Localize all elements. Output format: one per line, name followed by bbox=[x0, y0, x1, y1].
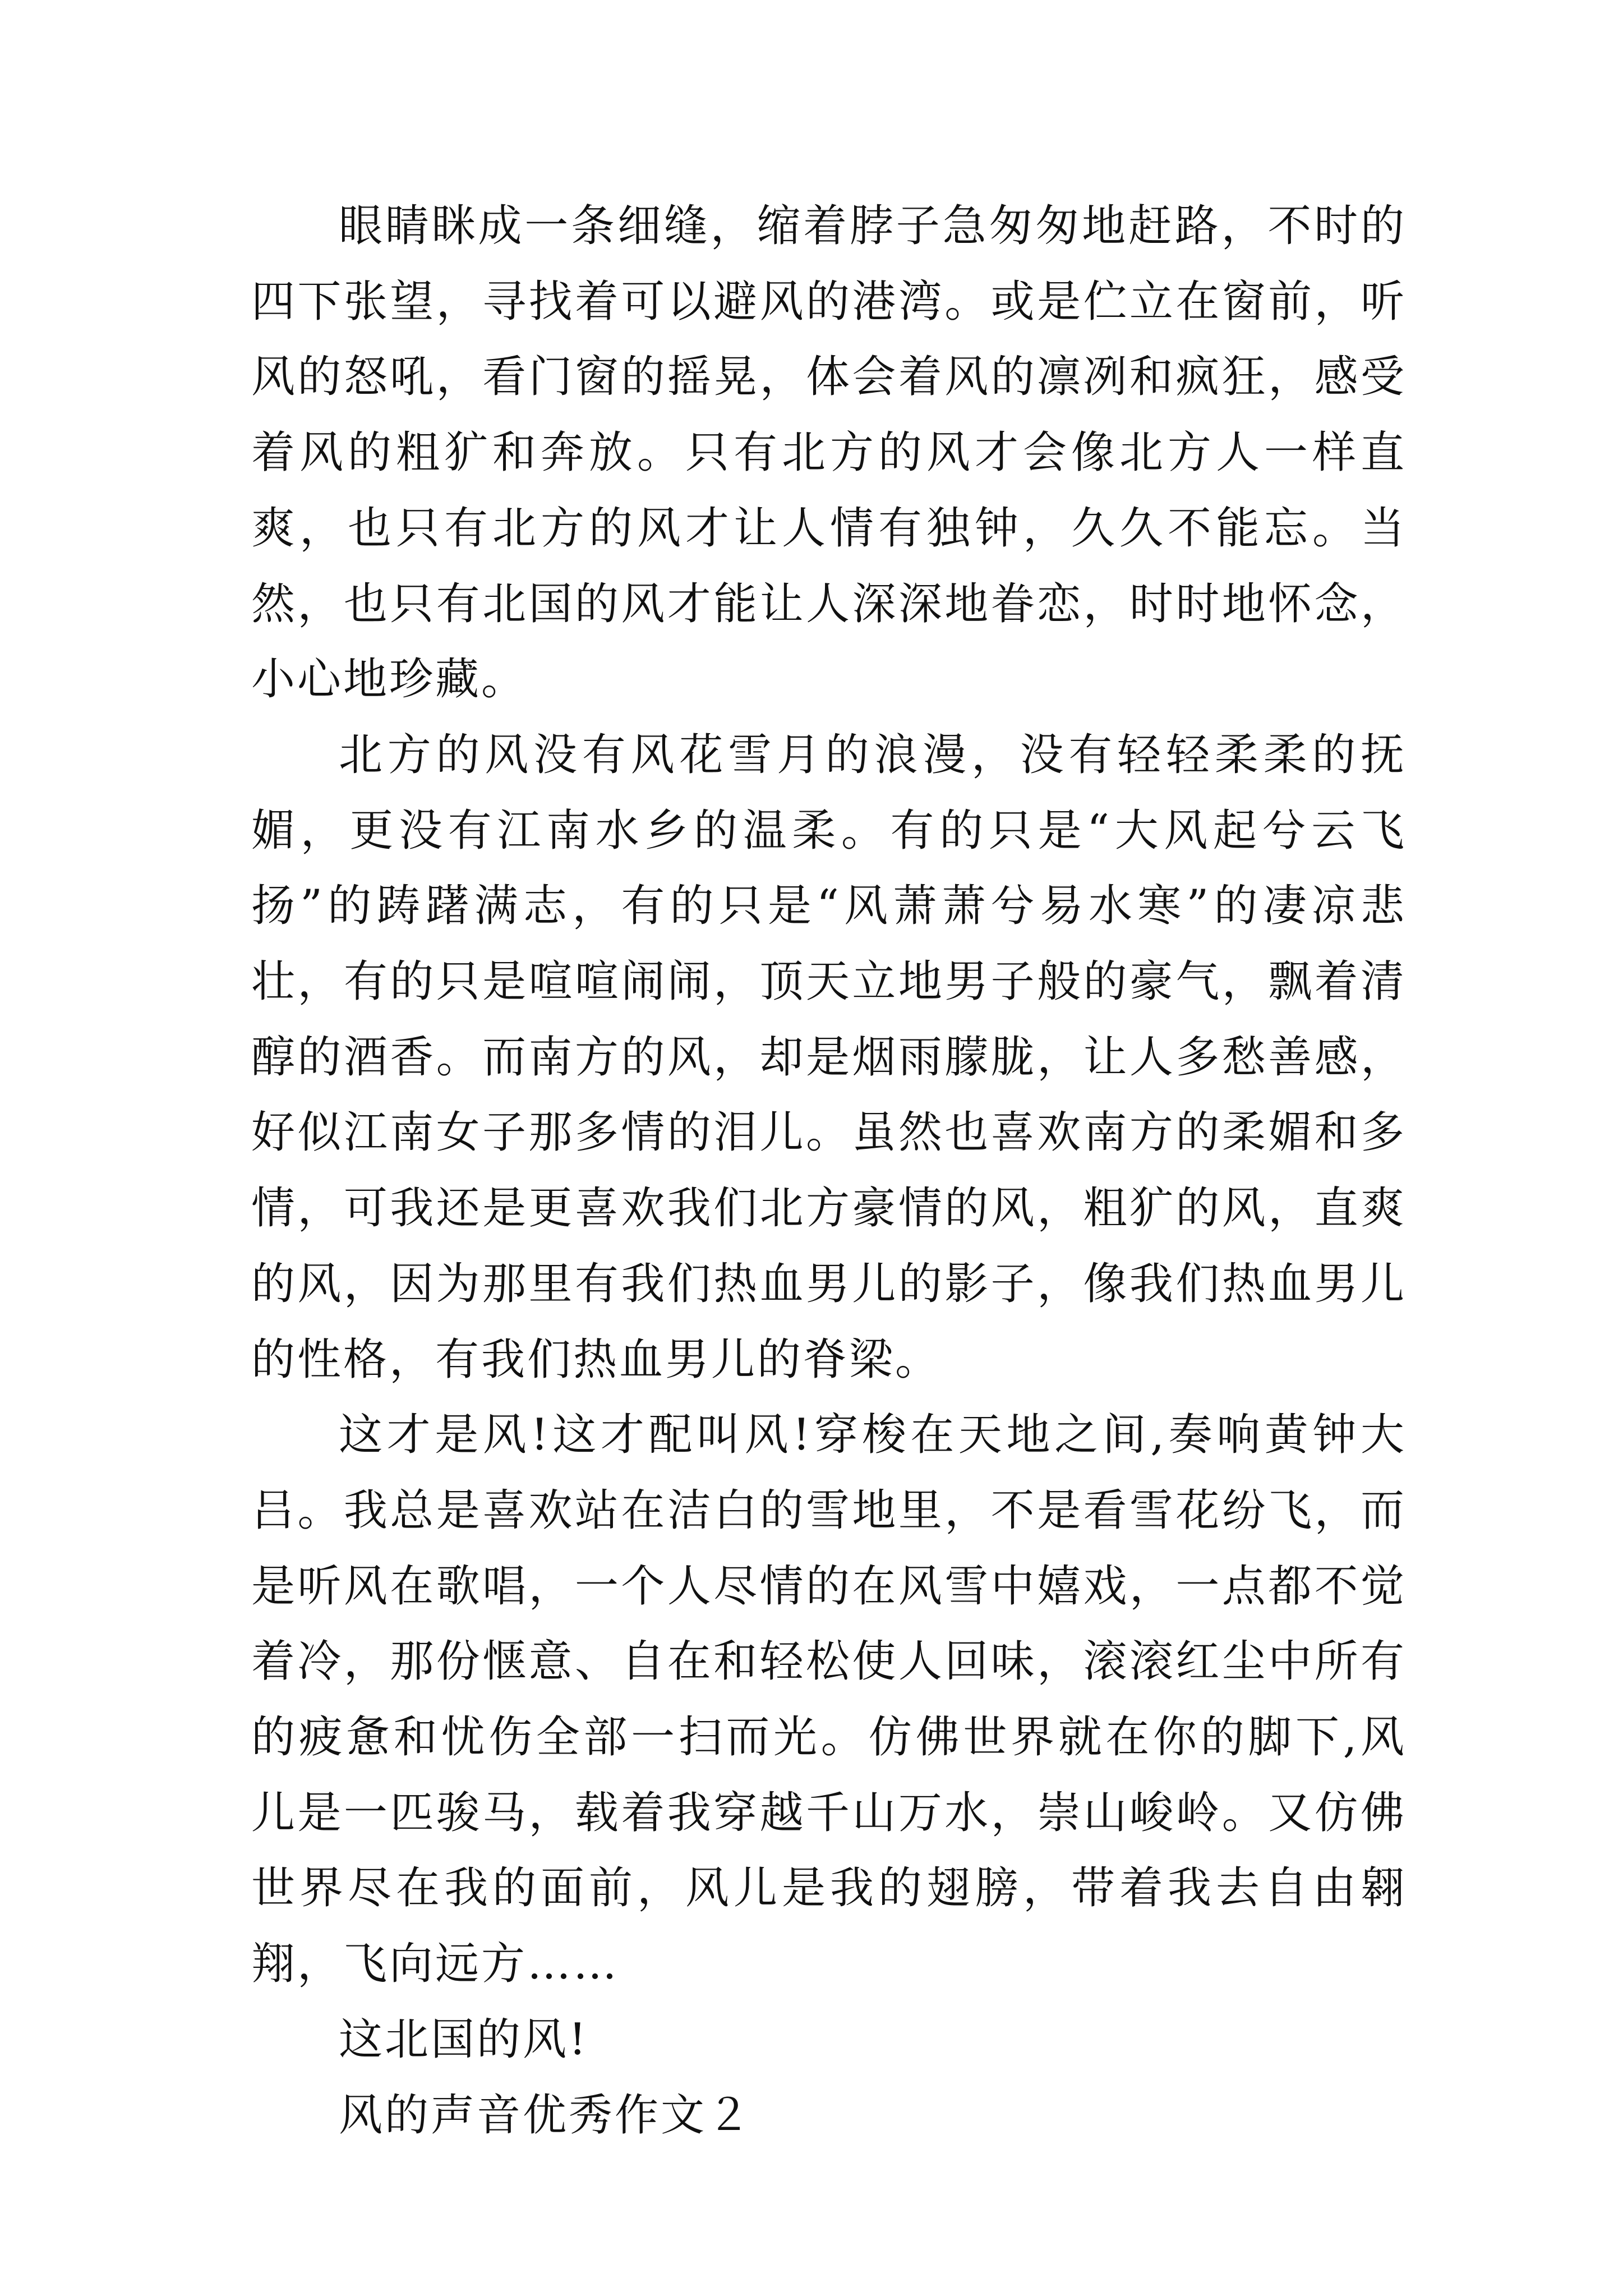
paragraph: 这才是风!这才配叫风!穿梭在天地之间,奏响黄钟大吕。我总是喜欢站在洁白的雪地里，不是看雪花纷飞，而是听风在歌唱，一个人尽情的在风雪中嬉戏，一点都不觉着冷，那份惬意、自在和轻松使人回味，滚滚红尘中所有的疲惫和忧伤全部一扫而光。仿佛世界就在你的脚下,风儿是一匹骏马，载着我穿越千山万水，崇山峻岭。又仿佛世界尽在我的面前，风儿是我的翅膀，带着我去自由翱翔，飞向远方…… bbox=[251, 1410, 1407, 1990]
document-body bbox=[251, 188, 1407, 2153]
paragraph: 眼睛眯成一条细缝，缩着脖子急匆匆地赶路，不时的四下张望，寻找着可以避风的港湾。或是伫立在窗前，听风的怒吼，看门窗的摇晃，体会着风的凛冽和疯狂，感受着风的粗犷和奔放。只有北方的风才会像北方人一样直爽，也只有北方的风才让人情有独钟，久久不能忘。当然，也只有北国的风才能让人深深地眷恋，时时地怀念，小心地珍藏。 bbox=[251, 201, 1407, 705]
paragraph: 北方的风没有风花雪月的浪漫，没有轻轻柔柔的抚媚，更没有江南水乡的温柔。有的只是“大风起兮云飞扬”的踌躇满志，有的只是“风萧萧兮易水寒”的凄凉悲壮，有的只是喧喧闹闹，顶天立地男子般的豪气，飘着清醇的酒香。而南方的风，却是烟雨朦胧，让人多愁善感，好似江南女子那多情的泪儿。虽然也喜欢南方的柔媚和多情，可我还是更喜欢我们北方豪情的风，粗犷的风，直爽的风，因为那里有我们热血男儿的影子，像我们热血男儿的性格，有我们热血男儿的脊梁。 bbox=[251, 729, 1407, 1385]
paragraph: 这北国的风! bbox=[339, 2014, 589, 2065]
section-heading: 风的声音优秀作文２ bbox=[339, 2090, 753, 2141]
